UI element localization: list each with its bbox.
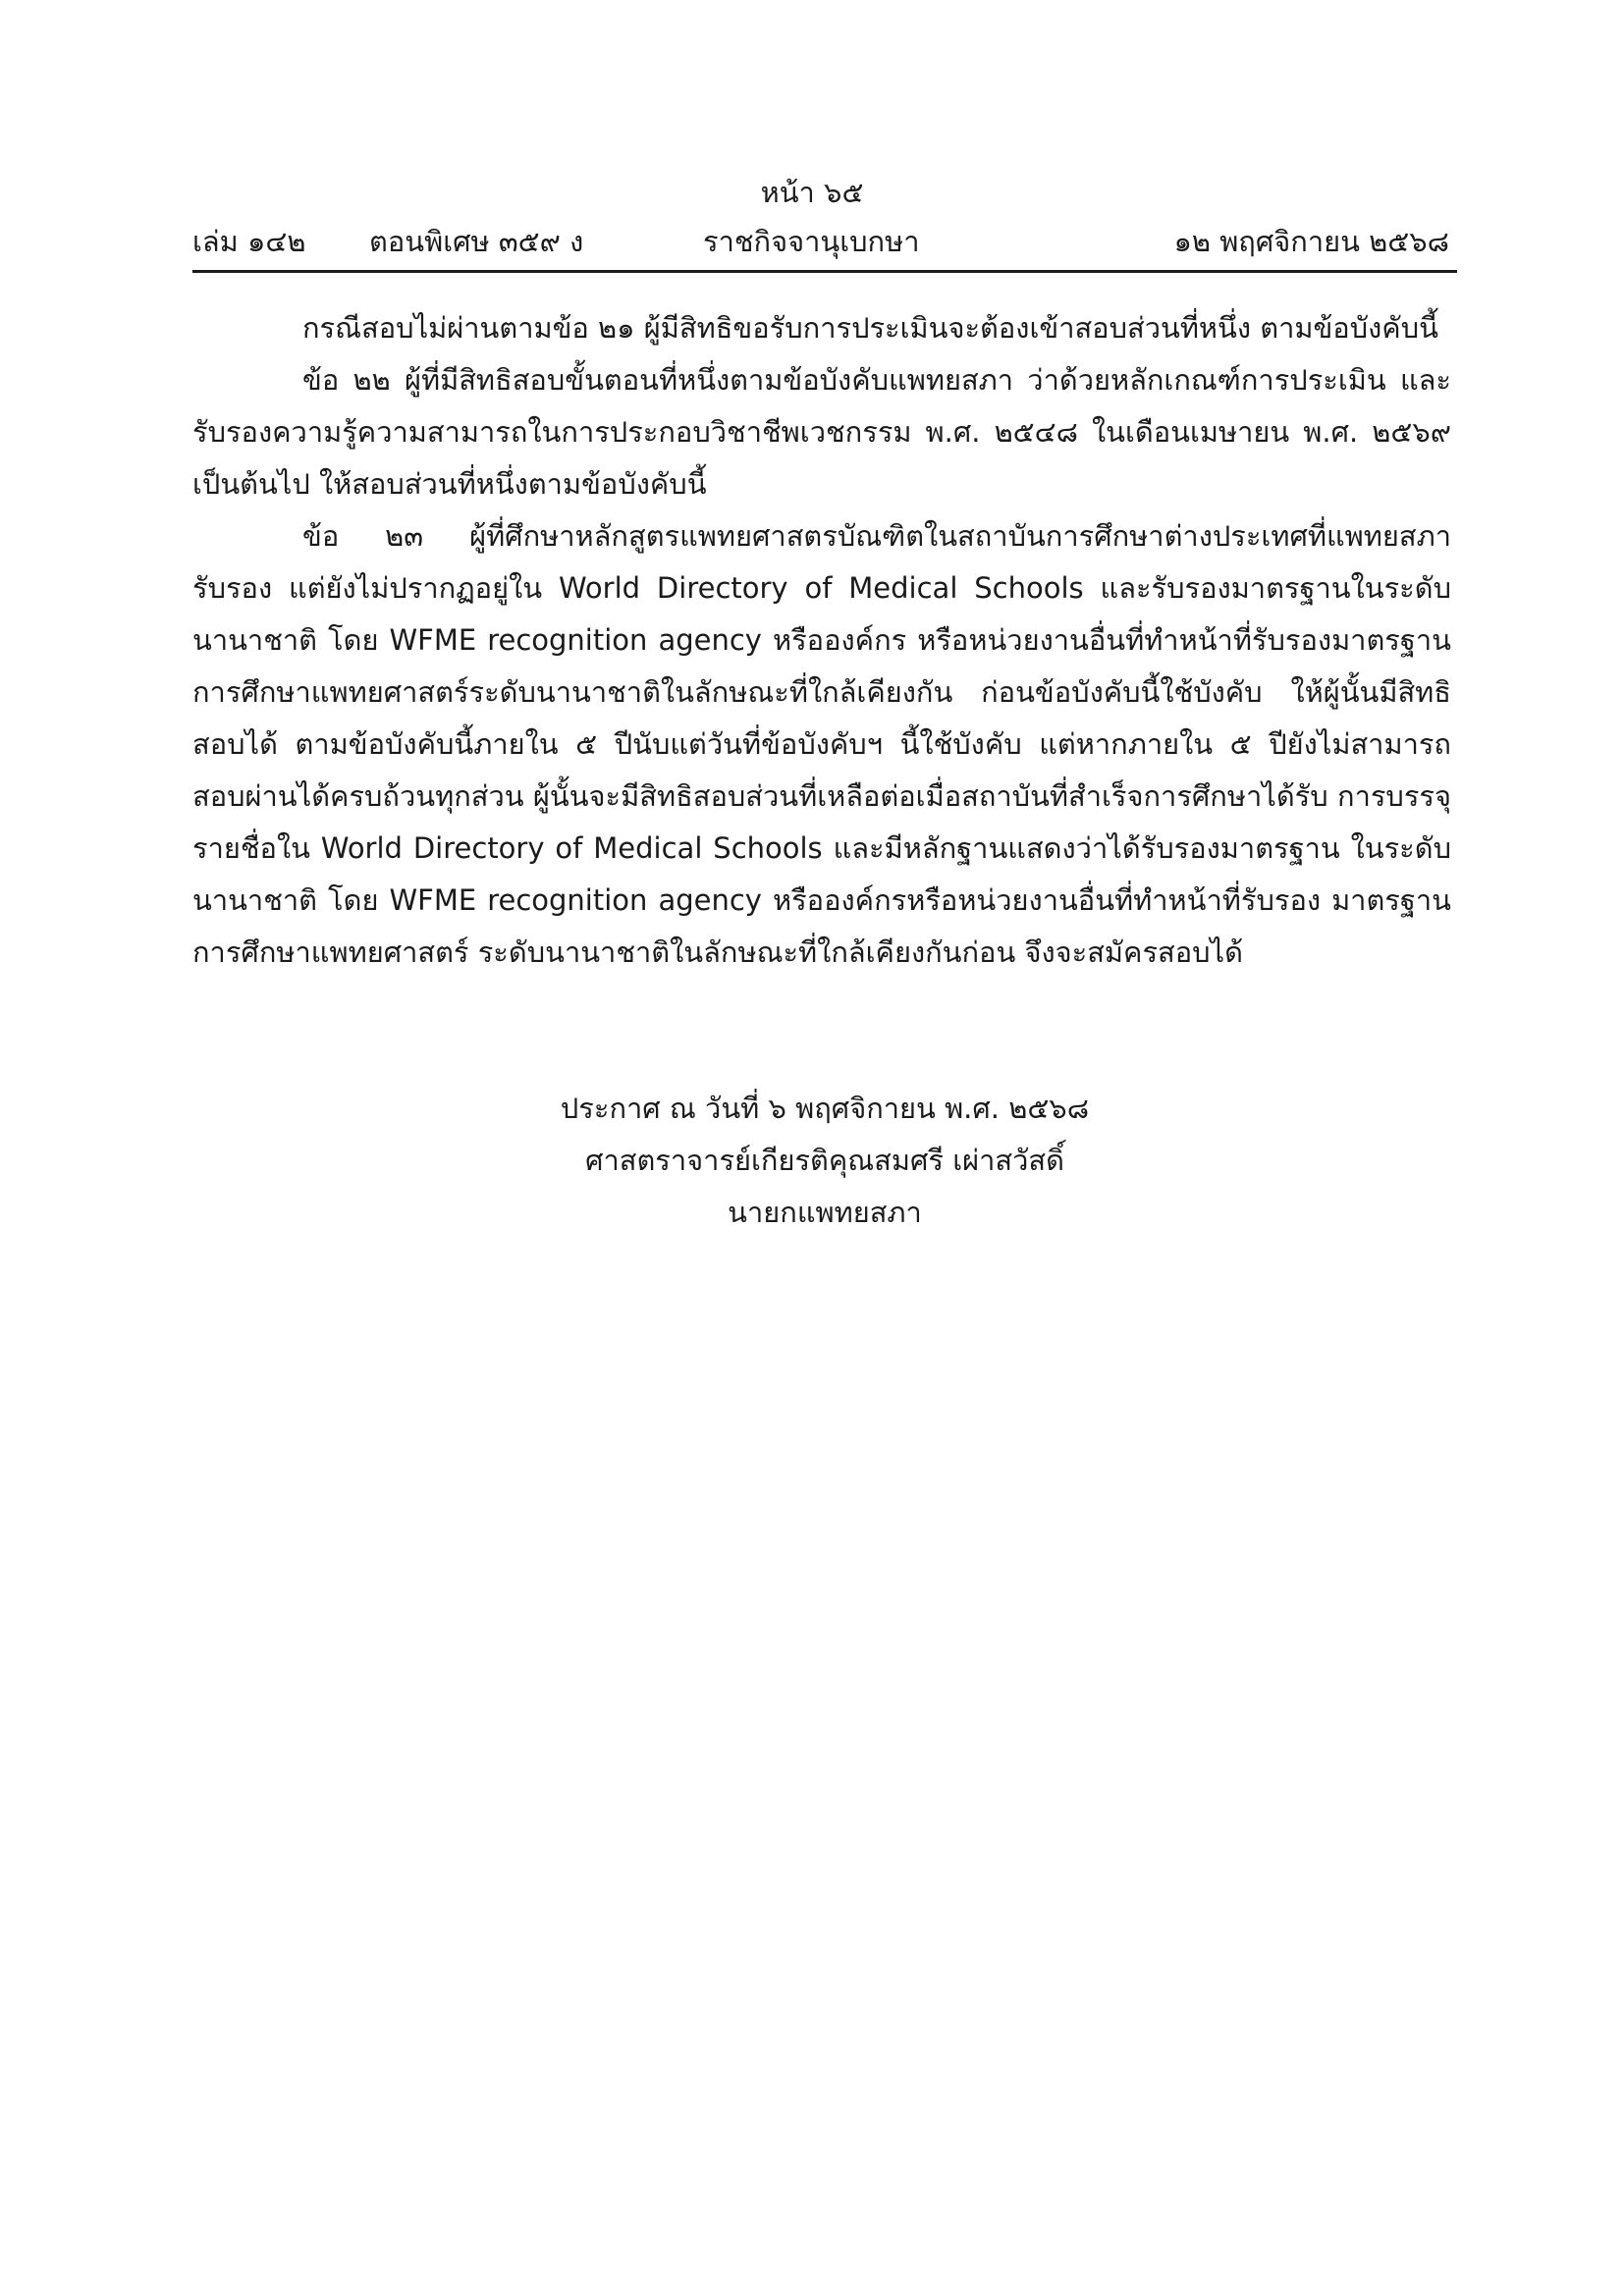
volume-label: เล่ม ๑๔๒ — [192, 225, 306, 258]
issue-label: ตอนพิเศษ ๓๕๙ ง — [369, 225, 584, 258]
signature-block — [550, 1083, 1100, 1239]
signer-name: ศาสตราจารย์เกียรติคุณสมศรี เผ่าสวัสดิ์ — [585, 1144, 1064, 1177]
paragraph-exam-failure: กรณีสอบไม่ผ่านตามข้อ ๒๑ ผู้มีสิทธิขอรับการประเมินจะต้องเข้าสอบส่วนที่หนึ่ง ตามข้อบังคับนี้ — [302, 311, 1438, 345]
paragraph-clause-22: ข้อ ๒๒ ผู้ที่มีสิทธิสอบขั้นตอนที่หนึ่งตามข้อบังคับแพทยสภา ว่าด้วยหลักเกณฑ์การประเมิน และรับรองความรู้ความสามารถในการประกอบวิชาชีพเวชกรรม พ.ศ. ๒๕๔๘ ในเดือนเมษายน พ.ศ. ๒๕๖๙ เป็นต้นไป ให้สอบส่วนที่หนึ่งตามข้อบังคับนี้ — [192, 363, 1451, 501]
document-body — [192, 302, 1451, 979]
announcement-date: ประกาศ ณ วันที่ ๖ พฤศจิกายน พ.ศ. ๒๕๖๘ — [560, 1092, 1090, 1125]
paragraph-clause-23: ข้อ ๒๓ ผู้ที่ศึกษาหลักสูตรแพทยศาสตรบัณฑิตในสถาบันการศึกษาต่างประเทศที่แพทยสภารับรอง แต่ยังไม่ปรากฏอยู่ใน World Directory of Medical Schools และรับรองมาตรฐานในระดับนานาชาติ โดย WFME recognition agency หรือองค์กร หรือหน่วยงานอื่นที่ทำหน้าที่รับรองมาตรฐาน การศึกษาแพทยศาสตร์ระดับนานาชาติในลักษณะที่ใกล้เคียงกัน ก่อนข้อบังคับนี้ใช้บังคับ ให้ผู้นั้นมีสิทธิสอบได้ ตามข้อบังคับนี้ภายใน ๕ ปีนับแต่วันที่ข้อบังคับฯ นี้ใช้บังคับ แต่หากภายใน ๕ ปียังไม่สามารถ สอบผ่านได้ครบถ้วนทุกส่วน ผู้นั้นจะมีสิทธิสอบส่วนที่เหลือต่อเมื่อสถาบันที่สำเร็จการศึกษาได้รับ การบรรจุรายชื่อใน World Directory of Medical Schools และมีหลักฐานแสดงว่าได้รับรองมาตรฐาน ในระดับนานาชาติ โดย WFME recognition agency หรือองค์กรหรือหน่วยงานอื่นที่ทำหน้าที่รับรอง มาตรฐานการศึกษาแพทยศาสตร์ ระดับนานาชาติในลักษณะที่ใกล้เคียงกันก่อน จึงจะสมัครสอบได้ — [192, 519, 1451, 969]
header-divider — [192, 270, 1457, 273]
gazette-name: ราชกิจจานุเบกษา — [703, 225, 920, 258]
signer-position: นายกแพทยสภา — [728, 1196, 922, 1229]
gazette-date: ๑๒ พฤศจิกายน ๒๕๖๘ — [1173, 225, 1449, 258]
gazette-header — [192, 222, 1449, 261]
page-number: หน้า ๖๕ — [760, 176, 864, 209]
